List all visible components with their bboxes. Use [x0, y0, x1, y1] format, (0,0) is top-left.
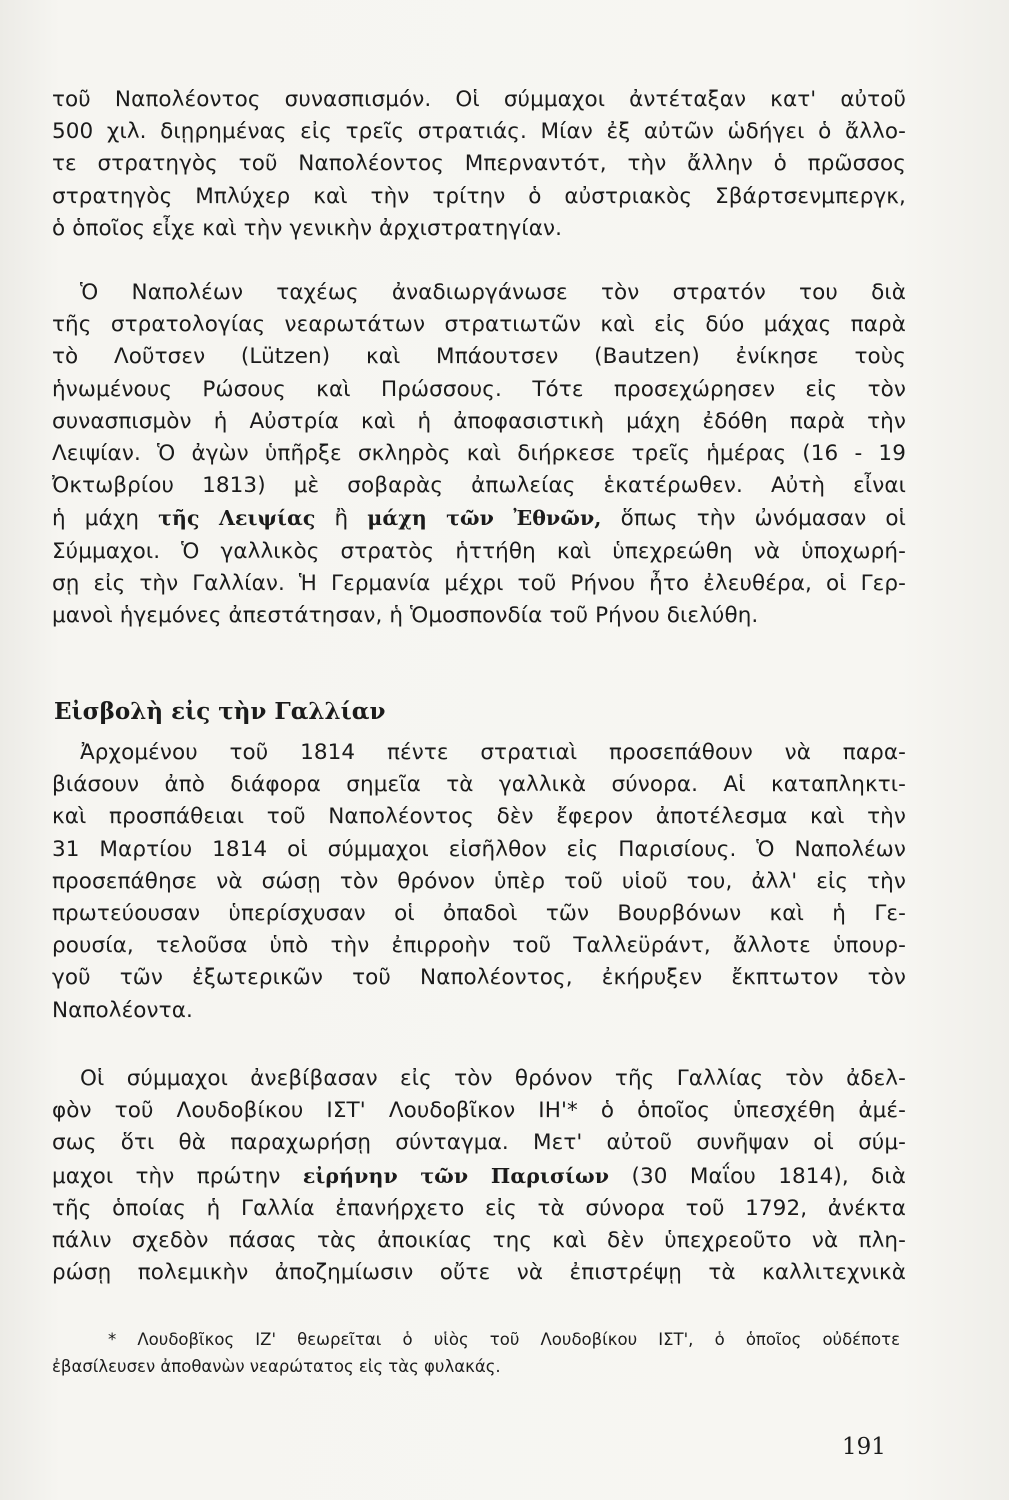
text-line: πάλιν σχεδὸν πάσας τὰς ἀποικίας της καὶ δὲν ὑπεχρεοῦτο νὰ πλη-: [52, 1228, 906, 1254]
paragraph-3: [52, 737, 906, 1027]
text-line: καὶ προσπάθειαι τοῦ Ναπολέοντος δὲν ἔφερον ἀποτέλεσμα καὶ τὴν: [52, 804, 906, 830]
text-line-peace: [52, 1160, 906, 1193]
text-line: σῃ εἰς τὴν Γαλλίαν. Ἡ Γερμανία μέχρι τοῦ Ρήνου ἦτο ἐλευθέρα, οἱ Γερ-: [52, 570, 906, 596]
text-line: Οἱ σύμμαχοι ἀνεβίβασαν εἰς τὸν θρόνον τῆς Γαλλίας τὸν ἀδελ-: [80, 1066, 906, 1091]
text-line: βιάσουν ἀπὸ διάφορα σημεῖα τὰ γαλλικὰ σύνορα. Αἱ καταπληκτι-: [52, 772, 906, 798]
text-line: τῆς στρατολογίας νεαρωτάτων στρατιωτῶν καὶ εἰς δύο μάχας παρὰ: [52, 312, 906, 338]
text-fragment: (30 Μαΐου 1814), διὰ: [609, 1163, 906, 1189]
text-line: τε στρατηγὸς τοῦ Ναπολέοντος Μπερναντότ, τὴν ἄλλην ὁ πρῶσσος: [52, 151, 906, 177]
text-line: φὸν τοῦ Λουδοβίκου ΙΣΤ' Λουδοβῖκον ΙΗ'* ὁ ὁποῖος ὑπεσχέθη ἀμέ-: [52, 1098, 906, 1124]
text-fragment: ἡ μάχη: [52, 506, 159, 532]
text-fragment: μαχοι τὴν πρώτην: [52, 1163, 303, 1189]
paragraph-1: [52, 84, 906, 245]
text-line: ρουσία, τελοῦσα ὑπὸ τὴν ἐπιρροὴν τοῦ Ταλλεϋράντ, ἄλλοτε ὑπουρ-: [52, 933, 906, 959]
bold-term-nations: μάχη τῶν Ἐθνῶν,: [367, 506, 602, 531]
text-line: Λειψίαν. Ὁ ἀγὼν ὑπῆρξε σκληρὸς καὶ διήρκεσε τρεῖς ἡμέρας (16 - 19: [52, 441, 906, 467]
text-line: στρατηγὸς Μπλύχερ καὶ τὴν τρίτην ὁ αὐστριακὸς Σβάρτσενμπεργκ,: [52, 183, 906, 209]
section-heading: Εἰσβολὴ εἰς τὴν Γαλλίαν: [54, 698, 386, 725]
text-line: μανοὶ ἡγεμόνες ἀπεστάτησαν, ἡ Ὁμοσπονδία τοῦ Ρήνου διελύθη.: [52, 603, 759, 629]
text-line: συνασπισμὸν ἡ Αὐστρία καὶ ἡ ἀποφασιστικὴ μάχη ἐδόθη παρὰ τὴν: [52, 408, 906, 434]
text-line: Ναπολέοντα.: [52, 997, 193, 1023]
paragraph-4: [52, 1063, 906, 1289]
text-line: τῆς ὁποίας ἡ Γαλλία ἐπανήρχετο εἰς τὰ σύνορα τοῦ 1792, ἀνέκτα: [52, 1195, 906, 1221]
text-line: ἡνωμένους Ρώσους καὶ Πρώσσους. Τότε προσεχώρησεν εἰς τὸν: [52, 376, 906, 402]
text-line: πρωτεύουσαν ὑπερίσχυσαν οἱ ὀπαδοὶ τῶν Βουρβόνων καὶ ἡ Γε-: [52, 901, 906, 927]
text-line: Ἀρχομένου τοῦ 1814 πέντε στρατιαὶ προσεπάθουν νὰ παρα-: [80, 740, 906, 765]
text-line: τὸ Λοῦτσεν (Lützen) καὶ Μπάουτσεν (Bautzen) ἐνίκησε τοὺς: [52, 344, 906, 370]
bold-term-peace-of-paris: εἰρήνην τῶν Παρισίων: [302, 1163, 610, 1188]
text-line: γοῦ τῶν ἐξωτερικῶν τοῦ Ναπολέοντος, ἐκήρυξεν ἔκπτωτον τὸν: [52, 965, 906, 991]
text-line: τοῦ Ναπολέοντος συνασπισμόν. Οἱ σύμμαχοι ἀντέταξαν κατ' αὐτοῦ: [52, 87, 906, 112]
footnote-line: * Λουδοβῖκος ΙΖ' θεωρεῖται ὁ υἱὸς τοῦ Λουδοβίκου ΙΣΤ', ὁ ὁποῖος οὐδέποτε: [108, 1330, 900, 1349]
page-number: 191: [842, 1434, 886, 1460]
text-line: 31 Μαρτίου 1814 οἱ σύμμαχοι εἰσῆλθον εἰς Παρισίους. Ὁ Ναπολέων: [52, 836, 906, 862]
paragraph-2: [52, 277, 906, 632]
text-line: Ὁ Ναπολέων ταχέως ἀναδιωργάνωσε τὸν στρατόν του διὰ: [80, 280, 906, 305]
text-line: ρώσῃ πολεμικὴν ἀποζημίωσιν οὔτε νὰ ἐπιστρέψῃ τὰ καλλιτεχνικὰ: [52, 1260, 906, 1286]
text-fragment: ἢ: [315, 506, 368, 532]
text-line: σως ὅτι θὰ παραχωρήσῃ σύνταγμα. Μετ' αὐτοῦ συνῆψαν οἱ σύμ-: [52, 1130, 906, 1156]
text-line: 500 χιλ. διῃρημένας εἰς τρεῖς στρατιάς. Μίαν ἐξ αὐτῶν ὡδήγει ὁ ἄλλο-: [52, 119, 906, 145]
footnote: [52, 1326, 900, 1380]
text-line: προσεπάθησε νὰ σώσῃ τὸν θρόνον ὑπὲρ τοῦ υἱοῦ του, ἀλλ' εἰς τὴν: [52, 868, 906, 894]
text-line: Ὀκτωβρίου 1813) μὲ σοβαρὰς ἀπωλείας ἑκατέρωθεν. Αὐτὴ εἶναι: [52, 473, 906, 499]
bold-term-leipzig: τῆς Λειψίας: [158, 506, 316, 531]
text-line-battle: [52, 502, 906, 535]
footnote-line: ἐβασίλευσεν ἀποθανὼν νεαρώτατος εἰς τὰς φυλακάς.: [52, 1357, 501, 1376]
text-line: Σύμμαχοι. Ὁ γαλλικὸς στρατὸς ἡττήθη καὶ ὑπεχρεώθη νὰ ὑποχωρή-: [52, 538, 906, 564]
text-fragment: ὅπως τὴν ὠνόμασαν οἱ: [601, 506, 906, 532]
text-line: ὁ ὁποῖος εἶχε καὶ τὴν γενικὴν ἀρχιστρατηγίαν.: [52, 215, 563, 241]
